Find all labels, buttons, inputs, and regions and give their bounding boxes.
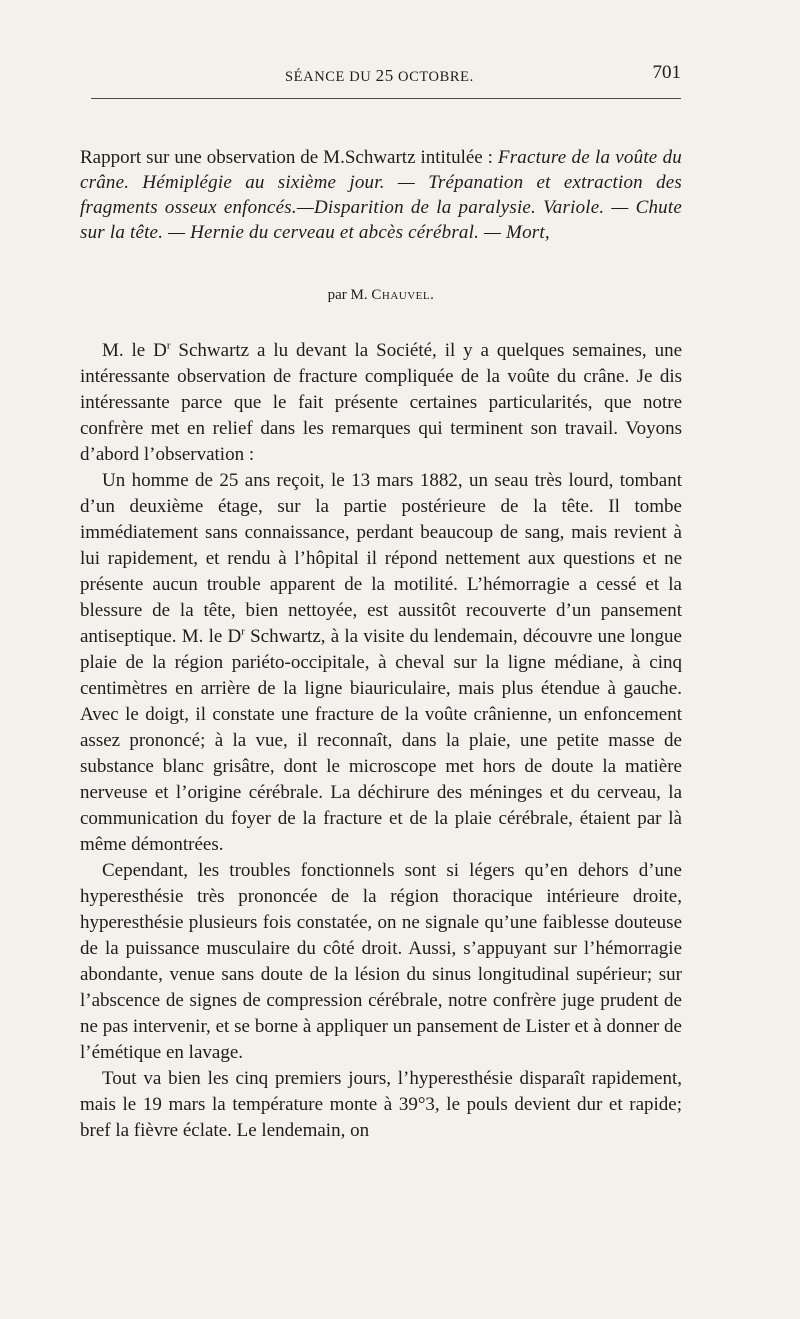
running-title [285, 66, 474, 86]
title-subject: Fracture de la voûte du crâne. Hémiplégie au sixième jour. — Trépanation et extraction des fragments osseux enfoncés.—Disparition de la paralysie. Variole. — Chute sur la tête. — Hernie du cerveau et abcès cérébral. — Mort, [80, 147, 682, 243]
paragraph-3: Cependant, les troubles fonctionnels sont si légers qu’en dehors d’une hyperesthésie très prononcée de la région thoracique intérieure droite, hyperesthésie plusieurs fois constatée, on ne signale qu’une faiblesse douteuse de la puissance musculaire du côté droit. Aussi, s’appuyant sur l’hémorragie abondante, venue sans doute de la lésion du sinus longitudinal supérieur; sur l’abscence de signes de compression cérébrale, notre confrère juge prudent de ne pas intervenir, et se borne à appliquer un pansement de Lister et à donner de l’émétique en lavage. [80, 860, 682, 1063]
page-number: 701 [652, 62, 681, 83]
article-title [80, 145, 682, 245]
paragraph-4: Tout va bien les cinq premiers jours, l’hyperesthésie disparaît rapidement, mais le 19 mars la température monte à 39°3, le pouls devient dur et rapide; bref la fièvre éclate. Le lendemain, on [80, 1068, 682, 1141]
paragraph-2 [80, 468, 682, 858]
author-by-label: par M. [327, 287, 368, 303]
title-intro: Rapport sur une observation de M.Schwartz intitulée : [80, 147, 498, 168]
author-line [80, 287, 682, 304]
paragraph-2-rest: Schwartz, à la visite du lendemain, découvre une longue plaie de la région pariéto-occipitale, à cheval sur la ligne médiane, à cinq centimètres en arrière de la ligne biauriculaire, mais plus étendue à gauche. Avec le doigt, il constate une fracture de la voûte crânienne, un enfoncement assez prononcé; à la vue, il reconnaît, dans la plaie, une petite masse de substance blanc grisâtre, dont le microscope met hors de doute la matière nerveuse et l’origine cérébrale. La déchirure des méninges et du cerveau, la communication du foyer de la fracture et de la plaie cérébrale, étaient par là même démontrées. [80, 626, 682, 855]
article-body [80, 338, 682, 1144]
header-divider [91, 98, 681, 99]
running-header [79, 60, 681, 96]
running-title-day: 25 [375, 66, 394, 85]
paragraph-1-start: M. le D [102, 340, 167, 361]
paragraph-1 [80, 338, 682, 468]
paragraph-2-superscript: r [241, 625, 245, 638]
running-title-suffix: OCTOBRE. [393, 69, 474, 85]
paragraph-1-superscript: r [166, 339, 171, 352]
author-name: Chauvel. [371, 287, 435, 303]
paragraph-1-rest: Schwartz a lu devant la Société, il y a quelques semaines, une intéressante observation de fracture compliquée de la voûte du crâne. Je dis intéressante parce que le fait présente certaines particularités, que notre confrère met en relief dans les remarques qui terminent son travail. Voyons d’abord l’observation : [80, 340, 682, 465]
running-title-prefix: SÉANCE DU [285, 69, 376, 85]
paragraph-2-start: Un homme de 25 ans reçoit, le 13 mars 1882, un seau très lourd, tombant d’un deuxième étage, sur la partie postérieure de la tête. Il tombe immédiatement sans connaissance, perdant beaucoup de sang, mais revient à lui rapidement, et rendu à l’hôpital il répond nettement aux questions et ne présente aucun trouble apparent de la motilité. L’hémorragie a cessé et la blessure de la tête, bien nettoyée, est aussitôt recouverte d’un pansement antiseptique. M. le D [80, 470, 682, 647]
